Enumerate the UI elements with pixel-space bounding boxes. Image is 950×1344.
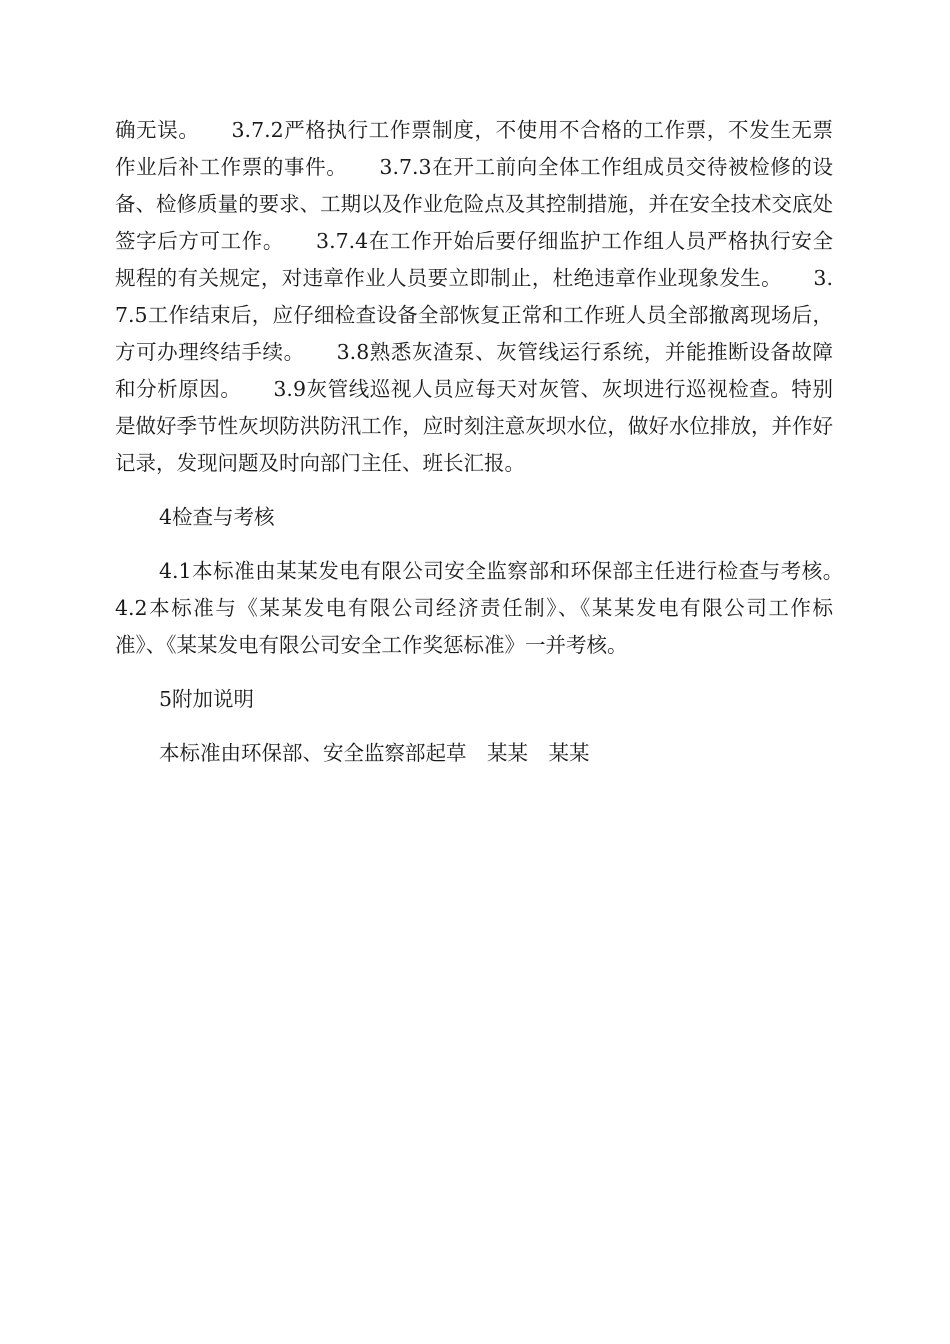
section-heading-inspection: 4检查与考核: [159, 505, 275, 529]
paragraph-safety-procedures: 确无误。 3.7.2严格执行工作票制度，不使用不合格的工作票，不发生无票作业后补工作票的事件。 3.7.3在开工前向全体工作组成员交待被检修的设备、检修质量的要求、工期以及作业危险点及其控制措施，并在安全技术交底处签字后方可工作。 3.7.4在工作开始后要仔细监护工作组人员严格执行安全规程的有关规定，对违章作业人员要立即制止，杜绝违章作业现象发生。 3.7.5工作结束后，应仔细检查设备全部恢复正常和工作班人员全部撤离现场后，方可办理终结手续。 3.8熟悉灰渣泵、灰管线运行系统，并能推断设备故障和分析原因。 3.9灰管线巡视人员应每天对灰管、灰坝进行巡视检查。特别是做好季节性灰坝防洪防汛工作，应时刻注意灰坝水位，做好水位排放，并作好记录，发现问题及时向部门主任、班长汇报。: [115, 118, 833, 475]
document-page: [115, 112, 874, 772]
paragraph-drafting-note: 本标准由环保部、安全监察部起草 某某 某某: [159, 741, 590, 765]
paragraph-gap: [115, 718, 833, 735]
paragraph-inspection-assessment: 4.1本标准由某某发电有限公司安全监察部和环保部主任进行检查与考核。 4.2本标准与《某某发电有限公司经济责任制》、《某某发电有限公司工作标准》、《某某发电有限公司安全工作奖惩标准》一并考核。: [115, 559, 874, 657]
paragraph-gap: [115, 536, 833, 553]
paragraph-gap: [115, 664, 833, 681]
section-heading-additional-notes: 5附加说明: [159, 687, 255, 711]
paragraph-gap: [115, 482, 833, 499]
